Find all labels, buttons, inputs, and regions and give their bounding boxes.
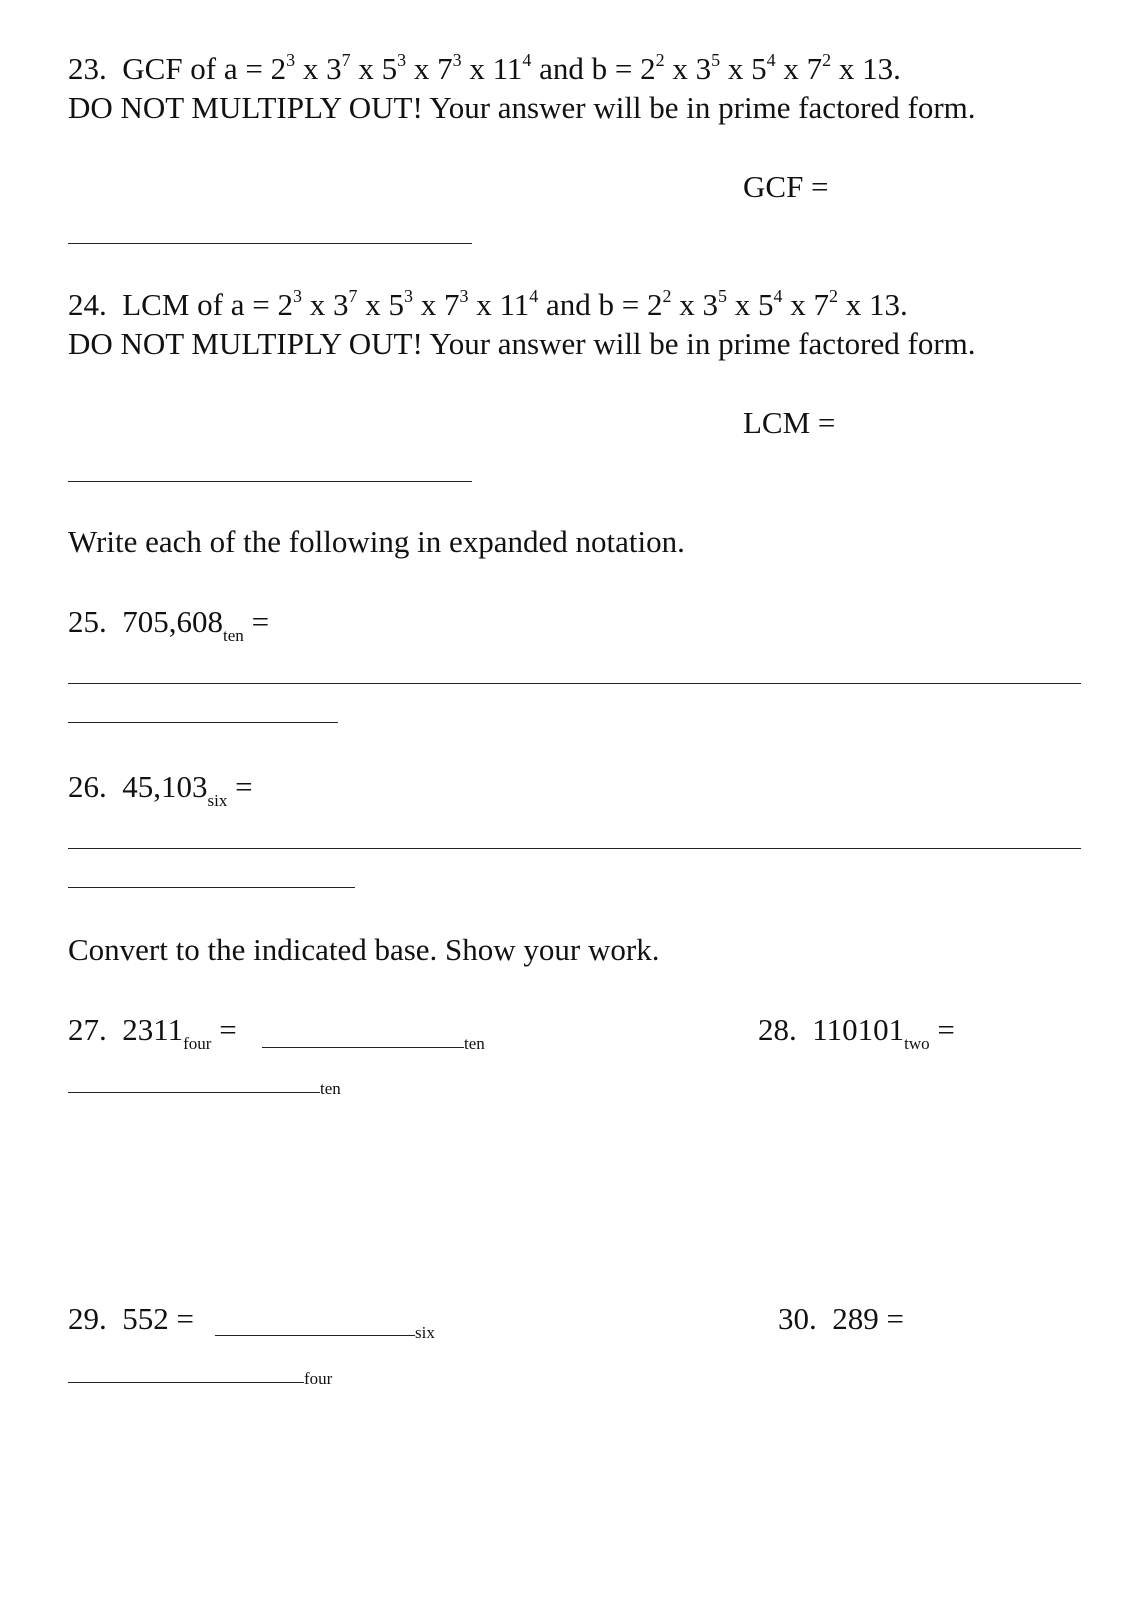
factor-exponent: 5 — [718, 286, 727, 307]
factor-separator: x — [837, 287, 869, 322]
factor-exponent: 4 — [773, 286, 783, 307]
factor-separator: x — [412, 287, 444, 322]
factor-exponent: 7 — [348, 286, 358, 307]
section-expanded-heading: Write each of the following in expanded notation. — [68, 524, 685, 559]
factor-separator: x — [664, 51, 696, 86]
factor-separator: x — [357, 287, 389, 322]
q23-prefix: GCF of a = — [122, 51, 271, 86]
q23-mid: and b = — [531, 51, 641, 86]
q23-instruction: DO NOT MULTIPLY OUT! Your answer will be in prime factored form. — [68, 90, 976, 125]
q29-value: 552 — [122, 1301, 169, 1336]
factor-exponent: 2 — [662, 286, 672, 307]
factor-base: 3 — [702, 287, 719, 322]
q28-statement — [758, 1011, 955, 1054]
q23-b-factors — [640, 51, 901, 86]
q24-statement — [68, 286, 908, 323]
q26-answer-line-1[interactable] — [68, 848, 1081, 849]
q24-number: 24. — [68, 287, 107, 322]
q23-statement — [68, 50, 901, 87]
factor-base: 11 — [499, 287, 530, 322]
q27-equals: = — [219, 1012, 237, 1047]
factor-exponent: 3 — [459, 286, 469, 307]
q29-target-base: six — [415, 1323, 435, 1342]
factor-exponent: 2 — [655, 50, 665, 71]
factor-base: 5 — [751, 51, 767, 86]
q26-base: six — [207, 791, 228, 811]
q29-statement — [68, 1300, 194, 1337]
q27-statement — [68, 1011, 237, 1054]
q23-answer-label: GCF = — [743, 169, 829, 204]
factor-separator: x — [461, 51, 493, 86]
factor-exponent: 4 — [766, 50, 776, 71]
factor-exponent: 3 — [403, 286, 413, 307]
factor-separator: x — [671, 287, 703, 322]
q27-target-base: ten — [464, 1034, 485, 1053]
q24-answer-label: LCM = — [743, 405, 836, 440]
q28-number: 28. — [758, 1012, 797, 1047]
q24-instruction: DO NOT MULTIPLY OUT! Your answer will be in prime factored form. — [68, 326, 976, 361]
q23-number: 23. — [68, 51, 107, 86]
factor-separator: x — [468, 287, 500, 322]
factor-exponent: 4 — [529, 286, 539, 307]
factor-exponent: 2 — [822, 50, 832, 71]
q30-answer-line[interactable] — [68, 1382, 304, 1383]
factor-separator: x — [301, 287, 333, 322]
factor-separator: x — [720, 51, 752, 86]
factor-exponent: 3 — [397, 50, 407, 71]
q30-value: 289 — [832, 1301, 879, 1336]
factor-base: 3 — [326, 51, 342, 86]
q26-number: 26. — [68, 769, 107, 804]
q24-b-factors — [647, 287, 908, 322]
q28-target-base: ten — [320, 1079, 341, 1098]
factor-base: 13. — [862, 51, 901, 86]
factor-base: 3 — [695, 51, 712, 86]
q24-a-factors — [278, 287, 539, 322]
q24-mid: and b = — [538, 287, 648, 322]
q25-number: 25. — [68, 604, 107, 639]
q26-equals: = — [235, 769, 253, 804]
factor-base: 7 — [813, 287, 829, 322]
q26-value: 45,103 — [122, 769, 208, 804]
q27-answer-line[interactable] — [262, 1047, 464, 1048]
q25-base: ten — [223, 626, 244, 646]
q26-statement — [68, 768, 253, 811]
q28-base: two — [904, 1034, 930, 1054]
q23-a-factors — [271, 51, 532, 86]
factor-base: 13. — [868, 287, 908, 322]
factor-base: 2 — [647, 287, 663, 322]
factor-separator: x — [831, 51, 863, 86]
factor-base: 5 — [388, 287, 404, 322]
factor-exponent: 3 — [286, 50, 296, 71]
q25-statement — [68, 603, 270, 646]
factor-exponent: 7 — [341, 50, 351, 71]
factor-base: 7 — [443, 287, 460, 322]
q27-number: 27. — [68, 1012, 107, 1047]
section-convert-heading: Convert to the indicated base. Show your work. — [68, 932, 660, 967]
factor-separator: x — [406, 51, 438, 86]
q24-answer-line[interactable] — [68, 481, 472, 482]
q29-equals: = — [176, 1301, 194, 1336]
q25-answer-line-1[interactable] — [68, 683, 1081, 684]
factor-base: 3 — [332, 287, 349, 322]
factor-separator: x — [775, 51, 807, 86]
factor-exponent: 3 — [452, 50, 462, 71]
q29-answer-line[interactable] — [215, 1335, 415, 1336]
factor-separator: x — [350, 51, 382, 86]
factor-base: 11 — [492, 51, 523, 86]
factor-base: 2 — [277, 287, 293, 322]
factor-exponent: 2 — [828, 286, 838, 307]
factor-base: 7 — [806, 51, 823, 86]
q25-value: 705,608 — [122, 604, 223, 639]
q27-value: 2311 — [122, 1012, 184, 1047]
q25-answer-line-2[interactable] — [68, 722, 338, 723]
q27-base: four — [183, 1034, 212, 1054]
factor-separator: x — [295, 51, 327, 86]
q28-equals: = — [937, 1012, 955, 1047]
q28-value: 110101 — [812, 1012, 905, 1047]
factor-base: 5 — [381, 51, 398, 86]
factor-base: 2 — [270, 51, 287, 86]
q24-prefix: LCM of a = — [122, 287, 278, 322]
factor-base: 2 — [640, 51, 656, 86]
factor-exponent: 5 — [711, 50, 721, 71]
q30-statement — [778, 1300, 904, 1337]
q29-number: 29. — [68, 1301, 107, 1336]
factor-separator: x — [727, 287, 758, 322]
factor-exponent: 4 — [522, 50, 532, 71]
q30-equals: = — [886, 1301, 904, 1336]
q23-answer-line[interactable] — [68, 243, 472, 244]
q26-answer-line-2[interactable] — [68, 887, 355, 888]
factor-exponent: 3 — [293, 286, 302, 307]
factor-separator: x — [782, 287, 814, 322]
q25-equals: = — [251, 604, 270, 639]
factor-base: 7 — [437, 51, 453, 86]
factor-base: 5 — [758, 287, 774, 322]
q30-number: 30. — [778, 1301, 817, 1336]
q30-target-base: four — [304, 1369, 333, 1388]
q28-answer-line[interactable] — [68, 1092, 320, 1093]
